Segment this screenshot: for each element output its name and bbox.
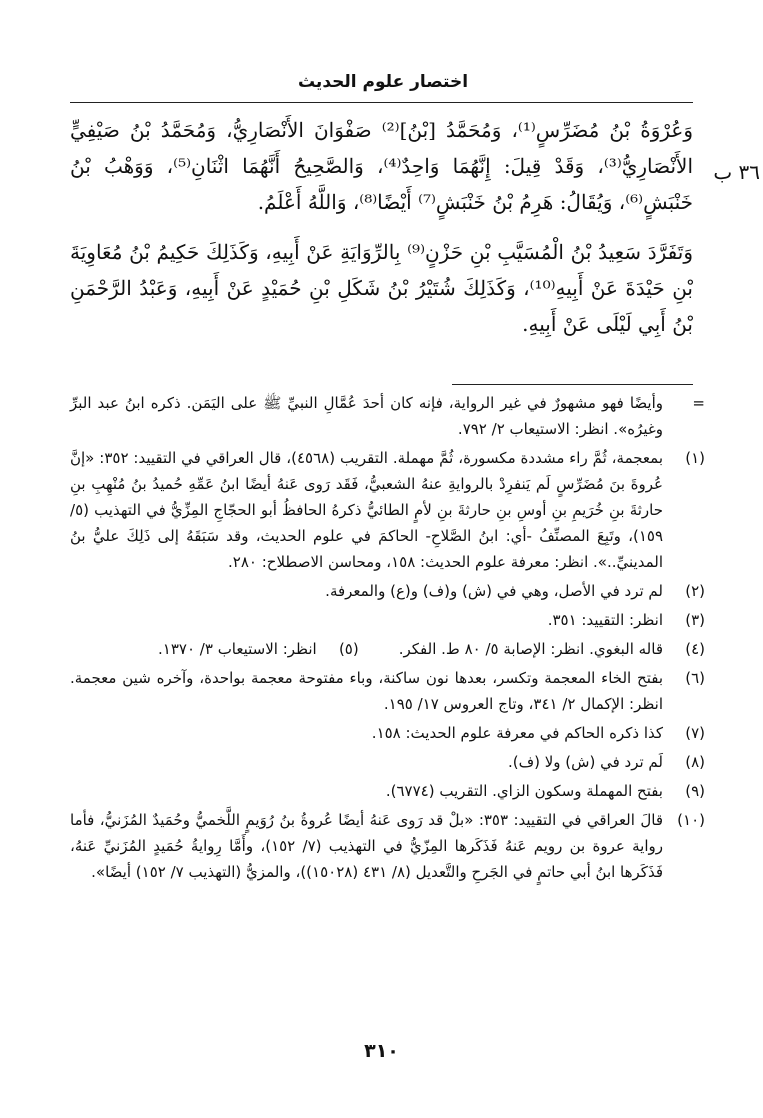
footnote-number: (٩) [685,782,705,800]
footnote-text: بمعجمة، ثُمَّ راء مشددة مكسورة، ثُمَّ مهملة. التقريب (٤٥٦٨)، قال العراقي في التقييد: ٣٥٢: «إنَّ عُروةَ بنَ مُضَرِّسٍ لَم يَنفرِدْ بالروايةِ عنهُ الشعبيُّ، فَقَد رَوى عَنهُ أيضًا ابنُ عَمِّهِ حُميدُ بنُ مُنْهِبِ بنِ حارثةَ بنِ خُرَيمِ بنِ أوسِ بنِ حارثةَ بنِ لأمٍ الطائيُّ ذكرهُ الحافظُ أبو الحجّاجِ المِزِّيُّ في التهذيب (٥/ ١٥٩)، وتَبِعَ المصنِّفُ -أي: ابنُ الصَّلاحِ- الحاكمَ في علوم الحديث، وقد سَبَقَهُ إلى ذَلِكَ عليُّ بنُ المدينيِّ..». انظر: معرفة علوم الحديث: ١٥٨، ومحاسن الاصطلاح: ٢٨٠. [70,449,664,571]
footnote-number: (٤) [685,640,705,658]
manuscript-folio-marker: ٣٦ ب [713,160,760,184]
footnote-number: (٥) [338,640,359,658]
footnote-7 [70,720,705,746]
footnote-text: لم ترد في الأصل، وهي في (ش) و(ف) و(ع) والمعرفة. [325,582,663,600]
footnote-number: (٢) [685,582,705,600]
footnote-text: بفتح الخاء المعجمة وتكسر، بعدها نون ساكنة، وباء مفتوحة معجمة بواحدة، وآخره شين معجمة. انظر: الإكمال ٢/ ٣٤١، وتاج العروس ١٧/ ١٩٥. [70,669,663,713]
footnote-5 [158,636,359,662]
footnote-3 [70,607,705,633]
main-text [70,112,693,356]
footnotes [70,390,705,888]
footnote-number: (١) [685,449,705,467]
footnote-number: (١٠) [677,811,705,829]
footnote-text: لَم ترد في (ش) ولا (ف). [507,753,663,771]
footnote-number: (٨) [685,753,705,771]
footnote-9 [70,778,705,804]
running-header: اختصار علوم الحديث [297,72,469,92]
main-paragraph: وَعُرْوَةُ بْنُ مُضَرِّسٍ⁽¹⁾، وَمُحَمَّدُ [بْنُ]⁽²⁾ صَفْوَانَ الأَنْصَارِيُّ، وَمُحَمَّدُ بْنُ صَيْفِيٍّ الأَنْصَارِيُّ⁽³⁾، وَقَدْ قِيلَ: إِنَّهُمَا وَاحِدٌ⁽⁴⁾، وَالصَّحِيحُ أَنَّهُمَا اثْنَانِ⁽⁵⁾، وَوَهْبُ بْنُ خَنْبَشٍ⁽⁶⁾، وَيُقَالُ: هَرِمُ بْنُ خَنْبَشٍ⁽⁷⁾ أَيْضًا⁽⁸⁾، وَاللَّهُ أَعْلَمُ. [70,118,694,214]
footnote-text: كذا ذكره الحاكم في معرفة علوم الحديث: ١٥٨. [371,724,663,742]
footnote-number: (٧) [685,724,705,742]
footnote-8 [70,749,705,775]
footnote-text: قاله البغوي. انظر: الإصابة ٥/ ٨٠ ط. الفكر. [398,640,663,658]
header-divider [70,102,693,103]
continuation-marker: = [692,394,705,412]
footnote-number: (٣) [685,611,705,629]
footnote-text: قالَ العراقي في التقييد: ٣٥٣: «بلْ قد رَوى عَنهُ أيضًا عُروةُ بنُ رُوَيمٍ اللَّخميُّ وحُمَيدٌ المُزَنيُّ، فأما رواية عروة بن رويم عَنهُ فَذَكَرها المِزّيُّ في التهذيب (٧/ ١٥٢)، وأَمَّا رِوايةُ حُمَيدٍ المُزَنيِّ عَنهُ، فَذَكَرها ابنُ أبي حاتمٍ في الجَرحِ والتَّعديل (٨/ ٤٣١ (١٥٠٢٨))، والمزيُّ (التهذيب ٧/ ١٥٢) أيضًا». [70,811,663,881]
main-paragraph: وَتَفَرَّدَ سَعِيدُ بْنُ الْمُسَيَّبِ بْنِ حَزْنٍ⁽⁹⁾ بِالرِّوَايَةِ عَنْ أَبِيهِ، وَكَذَلِكَ حَكِيمُ بْنُ مُعَاوِيَةَ بْنِ حَيْدَةَ عَنْ أَبِيهِ⁽¹⁰⁾، وَكَذَلِكَ شُتَيْرُ بْنُ شَكَلِ بْنِ حُمَيْدٍ عَنْ أَبِيهِ، وَعَبْدُ الرَّحْمَنِ بْنُ أَبِي لَيْلَى عَنْ أَبِيهِ. [70,240,693,336]
footnote-2 [70,578,705,604]
footnote-4 [399,636,705,662]
footnote-1 [70,445,705,575]
footnote-divider [452,384,693,385]
footnote-continuation [70,390,705,442]
footnote-text: بفتح المهملة وسكون الزاي. التقريب (٦٧٧٤). [385,782,663,800]
footnote-number: (٦) [685,669,705,687]
footnote-text: وأيضًا فهو مشهورٌ في غير الرواية، فإنه كان أحدَ عُمَّالِ النبيِّ ﷺ على اليَمَن. ذكره ابنُ عبد البرِّ وغيرُه». انظر: الاستيعاب ٢/ ٧٩٢. [70,394,663,438]
footnote-6 [70,665,705,717]
footnote-10 [70,807,705,885]
page-number: ٣١٠ [364,1040,399,1062]
footnote-text: انظر: الاستيعاب ٣/ ١٣٧٠. [158,640,317,658]
footnote-4-and-5 [70,636,705,662]
footnote-text: انظر: التقييد: ٣٥١. [547,611,663,629]
